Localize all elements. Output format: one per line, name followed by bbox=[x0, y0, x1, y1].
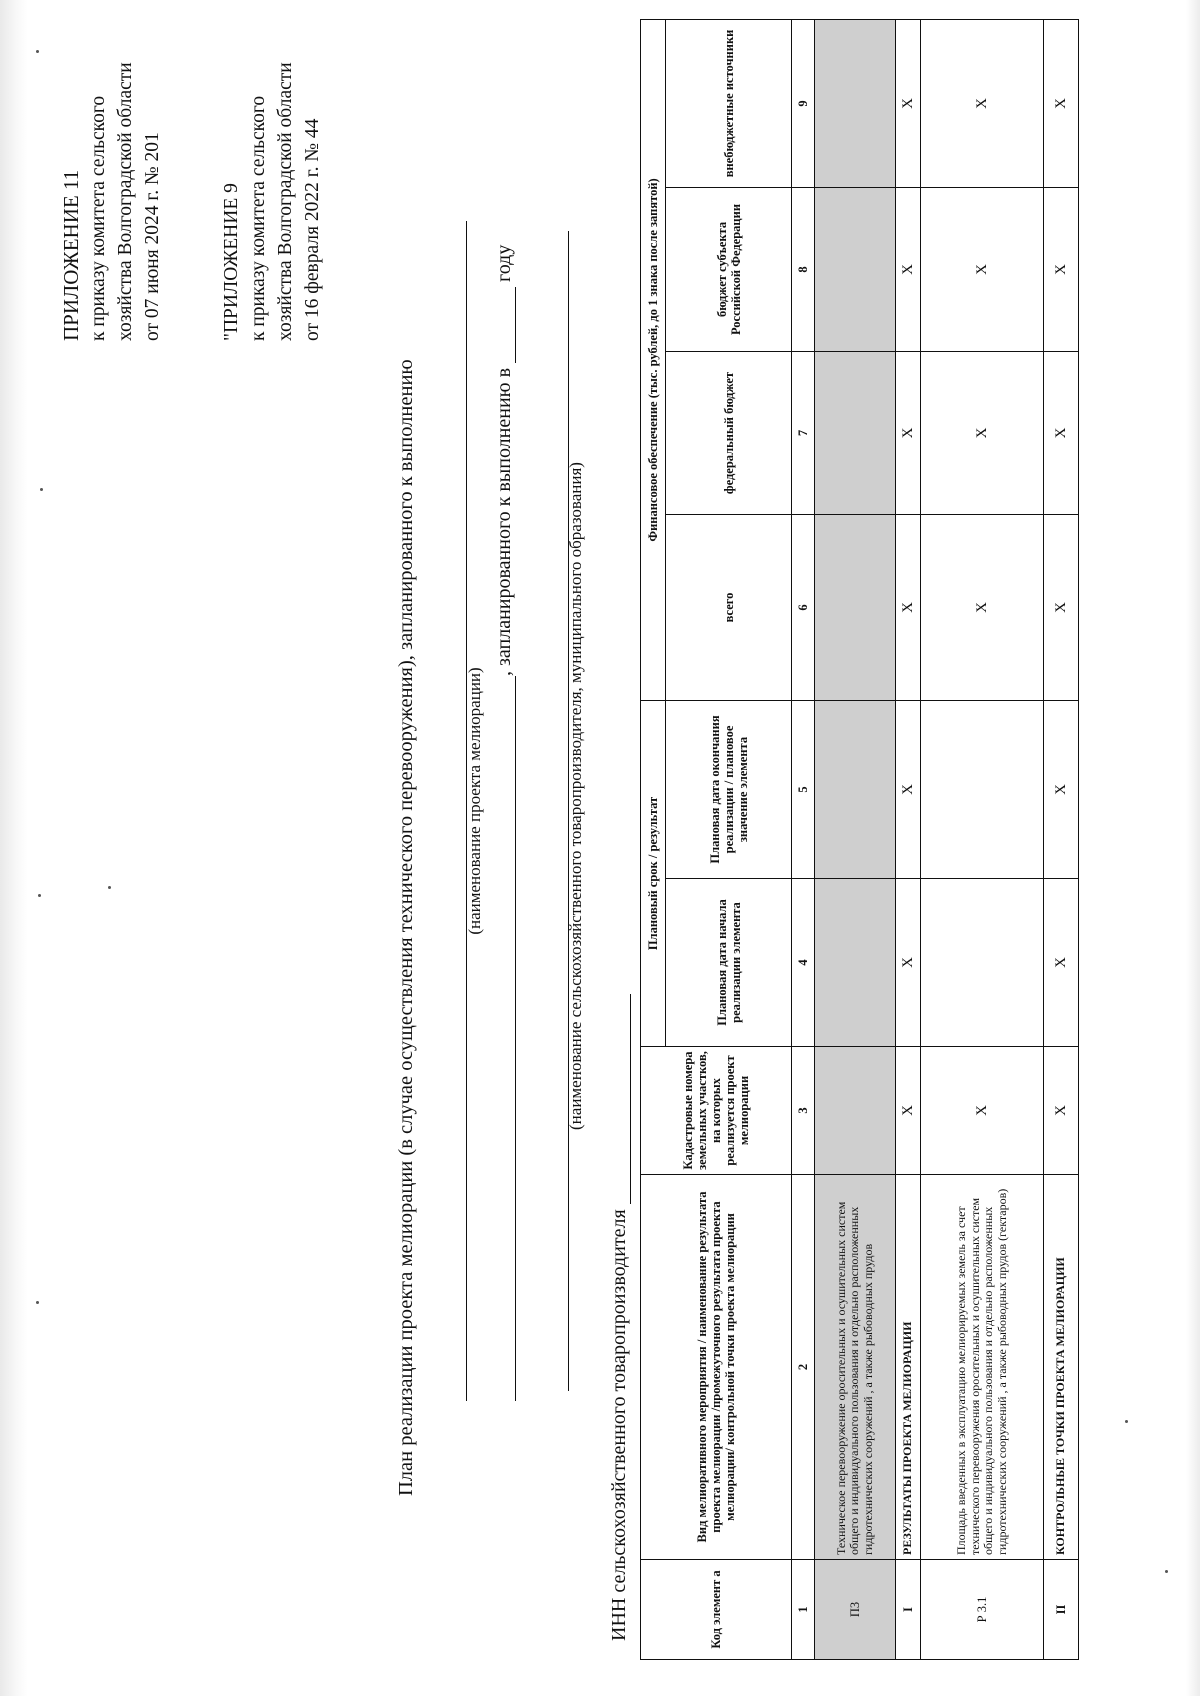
row-cell bbox=[921, 700, 1044, 878]
table-row bbox=[815, 19, 896, 1659]
row-text: Техническое перевооружение оросительных и осушительных систем общего и индивидуального пользования и отдельно расположенных гидротехнических сооружений , а также рыбоводных прудов bbox=[815, 1175, 896, 1560]
project-name-hint: (наименование проекта мелиорации) bbox=[465, 667, 484, 935]
project-name-line bbox=[438, 221, 467, 1401]
row-cell bbox=[815, 187, 896, 351]
row-cell: X bbox=[1044, 700, 1079, 878]
col-num: 2 bbox=[792, 1175, 815, 1560]
row-cell: X bbox=[896, 19, 921, 187]
header-code: Код элемент а bbox=[641, 1560, 792, 1660]
row-cell: X bbox=[921, 19, 1044, 187]
header-kind: Вид мелиоративного мероприятия / наименование результата проекта мелиорации /промежуточного результата проекта мелиорации/ контрольной точки проекта мелиорации bbox=[641, 1175, 792, 1560]
header-cadastral: Кадастровые номера земельных участков, на которых реализуется проект мелиорации bbox=[641, 1047, 792, 1175]
row-cell bbox=[815, 879, 896, 1047]
row-code: П3 bbox=[815, 1560, 896, 1660]
producer-name-hint: (наименование сельскохозяйственного товаропроизводителя, муниципального образования) bbox=[566, 462, 585, 1130]
row-text: РЕЗУЛЬТАТЫ ПРОЕКТА МЕЛИОРАЦИИ bbox=[896, 1175, 921, 1560]
inn-blank bbox=[610, 994, 631, 1204]
row-cell: X bbox=[921, 1047, 1044, 1175]
row-cell: X bbox=[896, 700, 921, 878]
header-start: Плановая дата начала реализации элемента bbox=[666, 879, 792, 1047]
col-num: 1 bbox=[792, 1560, 815, 1660]
row-cell bbox=[815, 19, 896, 187]
header-finance: Финансовое обеспечение (тыс. рублей, до 1 знака после запятой) bbox=[641, 19, 666, 700]
row-cell: X bbox=[921, 351, 1044, 514]
header-row-1 bbox=[641, 19, 666, 1659]
header-end: Плановая дата окончания реализации / плановое значение элемента bbox=[666, 700, 792, 878]
row-cell bbox=[815, 514, 896, 700]
row-cell bbox=[921, 879, 1044, 1047]
annex-prev-block bbox=[218, 11, 326, 341]
planned-text: , запланированного к выполнению в bbox=[493, 367, 515, 676]
plan-title: План реализации проекта мелиорации (в случае осуществления технического перевооружения), запланированного к выполнению bbox=[395, 359, 417, 1496]
row-text: Площадь введенных в эксплуатацию мелиорируемых земель за счет технического перевооружения оросительных и осушительных систем общего и индивидуального пользования и отдельно расположенных гидротехнических сооружений , а также рыбоводных прудов (гектаров) bbox=[921, 1175, 1044, 1560]
annex-prev-line-1: к приказу комитета сельского bbox=[248, 95, 269, 341]
col-num: 8 bbox=[792, 187, 815, 351]
planned-line bbox=[493, 21, 523, 1401]
annex-prev-line-2: хозяйства Волгоградской области bbox=[275, 62, 296, 341]
row-text: КОНТРОЛЬНЫЕ ТОЧКИ ПРОЕКТА МЕЛИОРАЦИИ bbox=[1044, 1175, 1079, 1560]
row-cell: X bbox=[921, 514, 1044, 700]
year-word: году bbox=[493, 244, 515, 282]
row-cell: X bbox=[921, 187, 1044, 351]
col-num: 4 bbox=[792, 879, 815, 1047]
plan-table bbox=[640, 19, 1079, 1660]
annex-prev-line-3: от 16 февраля 2022 г. № 44 bbox=[302, 118, 323, 341]
row-cell: X bbox=[1044, 514, 1079, 700]
annex-line-2: хозяйства Волгоградской области bbox=[115, 62, 136, 341]
row-cell: X bbox=[1044, 879, 1079, 1047]
table-row bbox=[921, 19, 1044, 1659]
row-code: II bbox=[1044, 1560, 1079, 1660]
annex-prev-title: "ПРИЛОЖЕНИЕ 9 bbox=[221, 183, 242, 341]
header-schedule: Плановый срок / результат bbox=[641, 700, 666, 1046]
col-num: 7 bbox=[792, 351, 815, 514]
row-cell: X bbox=[1044, 187, 1079, 351]
row-cell bbox=[815, 1047, 896, 1175]
row-code: I bbox=[896, 1560, 921, 1660]
col-num: 3 bbox=[792, 1047, 815, 1175]
table-row bbox=[1044, 19, 1079, 1659]
row-cell: X bbox=[896, 187, 921, 351]
row-cell: X bbox=[896, 879, 921, 1047]
header-extra: внебюджетные источники bbox=[666, 19, 792, 187]
row-cell: X bbox=[896, 1047, 921, 1175]
annex-line-1: к приказу комитета сельского bbox=[88, 95, 109, 341]
year-blank bbox=[493, 287, 516, 363]
planned-fill-line bbox=[493, 676, 516, 1401]
header-total: всего bbox=[666, 514, 792, 700]
row-cell: X bbox=[1044, 1047, 1079, 1175]
row-cell: X bbox=[1044, 19, 1079, 187]
column-numbers-row bbox=[792, 19, 815, 1659]
col-num: 9 bbox=[792, 19, 815, 187]
annex-block bbox=[58, 11, 166, 341]
row-cell: X bbox=[896, 514, 921, 700]
col-num: 5 bbox=[792, 700, 815, 878]
row-cell bbox=[815, 700, 896, 878]
header-regional: бюджет субъекта Российской Федерации bbox=[666, 187, 792, 351]
annex-title: ПРИЛОЖЕНИЕ 11 bbox=[59, 169, 83, 341]
row-cell bbox=[815, 351, 896, 514]
row-code: Р 3.1 bbox=[921, 1560, 1044, 1660]
col-num: 6 bbox=[792, 514, 815, 700]
inn-label: ИНН сельскохозяйственного товаропроизводителя bbox=[608, 1209, 630, 1641]
header-federal: федеральный бюджет bbox=[666, 351, 792, 514]
annex-line-3: от 07 июня 2024 г. № 201 bbox=[142, 132, 163, 341]
inn-line bbox=[608, 994, 631, 1641]
table-row bbox=[896, 19, 921, 1659]
row-cell: X bbox=[1044, 351, 1079, 514]
row-cell: X bbox=[896, 351, 921, 514]
